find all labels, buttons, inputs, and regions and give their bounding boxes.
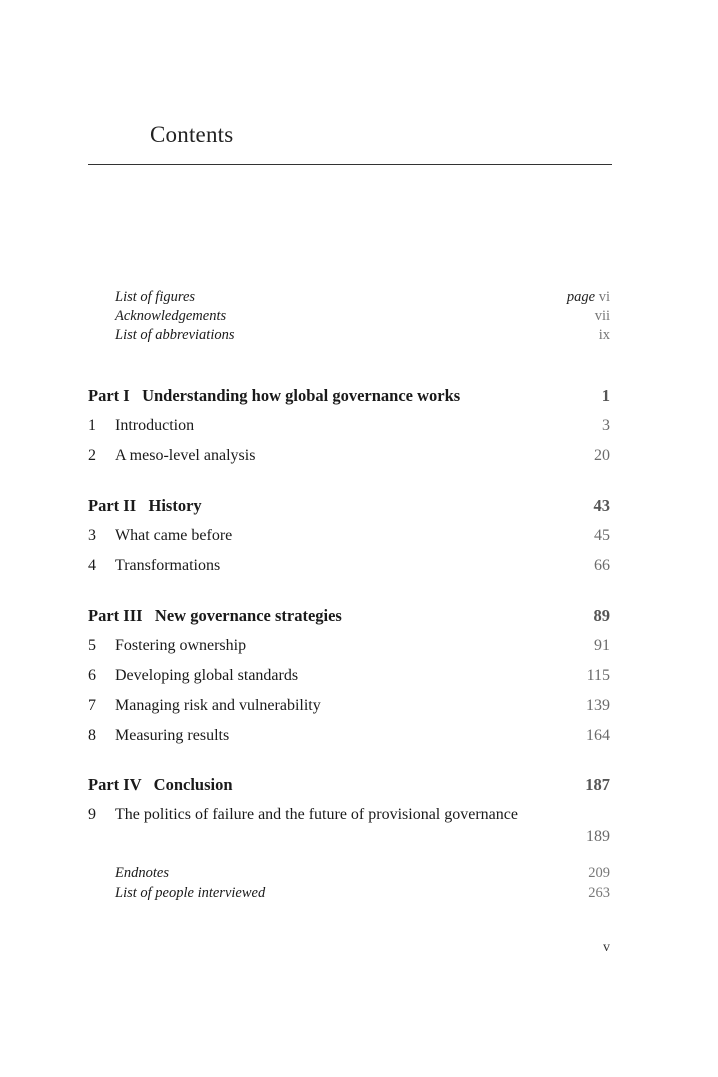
- entry-page: ix: [598, 327, 610, 343]
- page-folio: v: [603, 940, 610, 955]
- toc-chapter-1[interactable]: [88, 415, 610, 437]
- chapter-page: 91: [594, 637, 610, 654]
- chapter-page: 139: [586, 697, 610, 714]
- chapter-label: What came before: [115, 527, 233, 544]
- toc-entry-people-interviewed[interactable]: [88, 884, 610, 903]
- title-rule: [88, 164, 612, 165]
- chapter-page: 20: [594, 447, 610, 464]
- entry-page: [567, 288, 610, 307]
- chapter-label: Measuring results: [115, 727, 230, 744]
- chapter-page: 66: [594, 557, 610, 574]
- chapter-page: 3: [602, 417, 610, 434]
- chapter-label: Developing global standards: [115, 667, 299, 684]
- toc-chapter-6[interactable]: [88, 665, 610, 687]
- toc-part-4[interactable]: [88, 774, 610, 796]
- entry-label: List of people interviewed: [115, 885, 266, 901]
- chapter-number: 3: [88, 527, 96, 544]
- toc-chapter-8[interactable]: [88, 725, 610, 747]
- toc-chapter-3[interactable]: [88, 525, 610, 547]
- toc-entry-acknowledgements[interactable]: [88, 307, 610, 326]
- toc-chapter-2[interactable]: [88, 445, 610, 467]
- entry-label: List of abbreviations: [115, 327, 235, 343]
- chapter-page: 45: [594, 527, 610, 544]
- part-page: 89: [593, 606, 610, 625]
- part-page: 1: [601, 386, 610, 405]
- toc-entry-list-of-figures[interactable]: [88, 288, 610, 307]
- chapter-label: Fostering ownership: [115, 637, 247, 654]
- page-prefix: page: [566, 289, 596, 305]
- toc-part-3[interactable]: [88, 605, 610, 627]
- chapter-number: 9: [88, 806, 96, 823]
- part-label: Part I Understanding how global governance works: [88, 386, 461, 405]
- toc-chapter-9[interactable]: [88, 804, 610, 848]
- entry-page: vii: [594, 308, 610, 324]
- chapter-number: 8: [88, 727, 96, 744]
- chapter-number: 2: [88, 447, 96, 464]
- chapter-number: 5: [88, 637, 96, 654]
- toc-entry-abbreviations[interactable]: [88, 326, 610, 345]
- entry-label: Acknowledgements: [115, 308, 227, 324]
- entry-page-number: vi: [598, 289, 610, 305]
- entry-label: Endnotes: [115, 865, 169, 881]
- part-label: Part II History: [88, 496, 202, 515]
- chapter-page: 115: [586, 667, 610, 684]
- entry-label: List of figures: [115, 289, 196, 305]
- part-label: Part IV Conclusion: [88, 775, 233, 794]
- chapter-label: The politics of failure and the future of provisional governance: [115, 806, 518, 823]
- page-title: Contents: [150, 122, 234, 147]
- chapter-number: 7: [88, 697, 96, 714]
- chapter-number: 4: [88, 557, 96, 574]
- part-page: 43: [593, 496, 610, 515]
- chapter-number: 6: [88, 667, 96, 684]
- toc-chapter-7[interactable]: [88, 695, 610, 717]
- toc-part-2[interactable]: [88, 495, 610, 517]
- toc-chapter-5[interactable]: [88, 635, 610, 657]
- chapter-label: Managing risk and vulnerability: [115, 697, 321, 714]
- chapter-label: A meso-level analysis: [115, 447, 256, 464]
- chapter-page: 189: [586, 828, 610, 845]
- toc-part-1[interactable]: [88, 385, 610, 407]
- entry-page: 263: [588, 885, 610, 901]
- part-page: 187: [585, 775, 610, 794]
- chapter-label: Introduction: [115, 417, 195, 434]
- chapter-page: 164: [586, 727, 610, 744]
- toc-chapter-4[interactable]: [88, 555, 610, 577]
- part-label: Part III New governance strategies: [88, 606, 342, 625]
- chapter-number: 1: [88, 417, 96, 434]
- chapter-label: Transformations: [115, 557, 221, 574]
- entry-page: 209: [588, 865, 610, 881]
- toc-entry-endnotes[interactable]: [88, 864, 610, 883]
